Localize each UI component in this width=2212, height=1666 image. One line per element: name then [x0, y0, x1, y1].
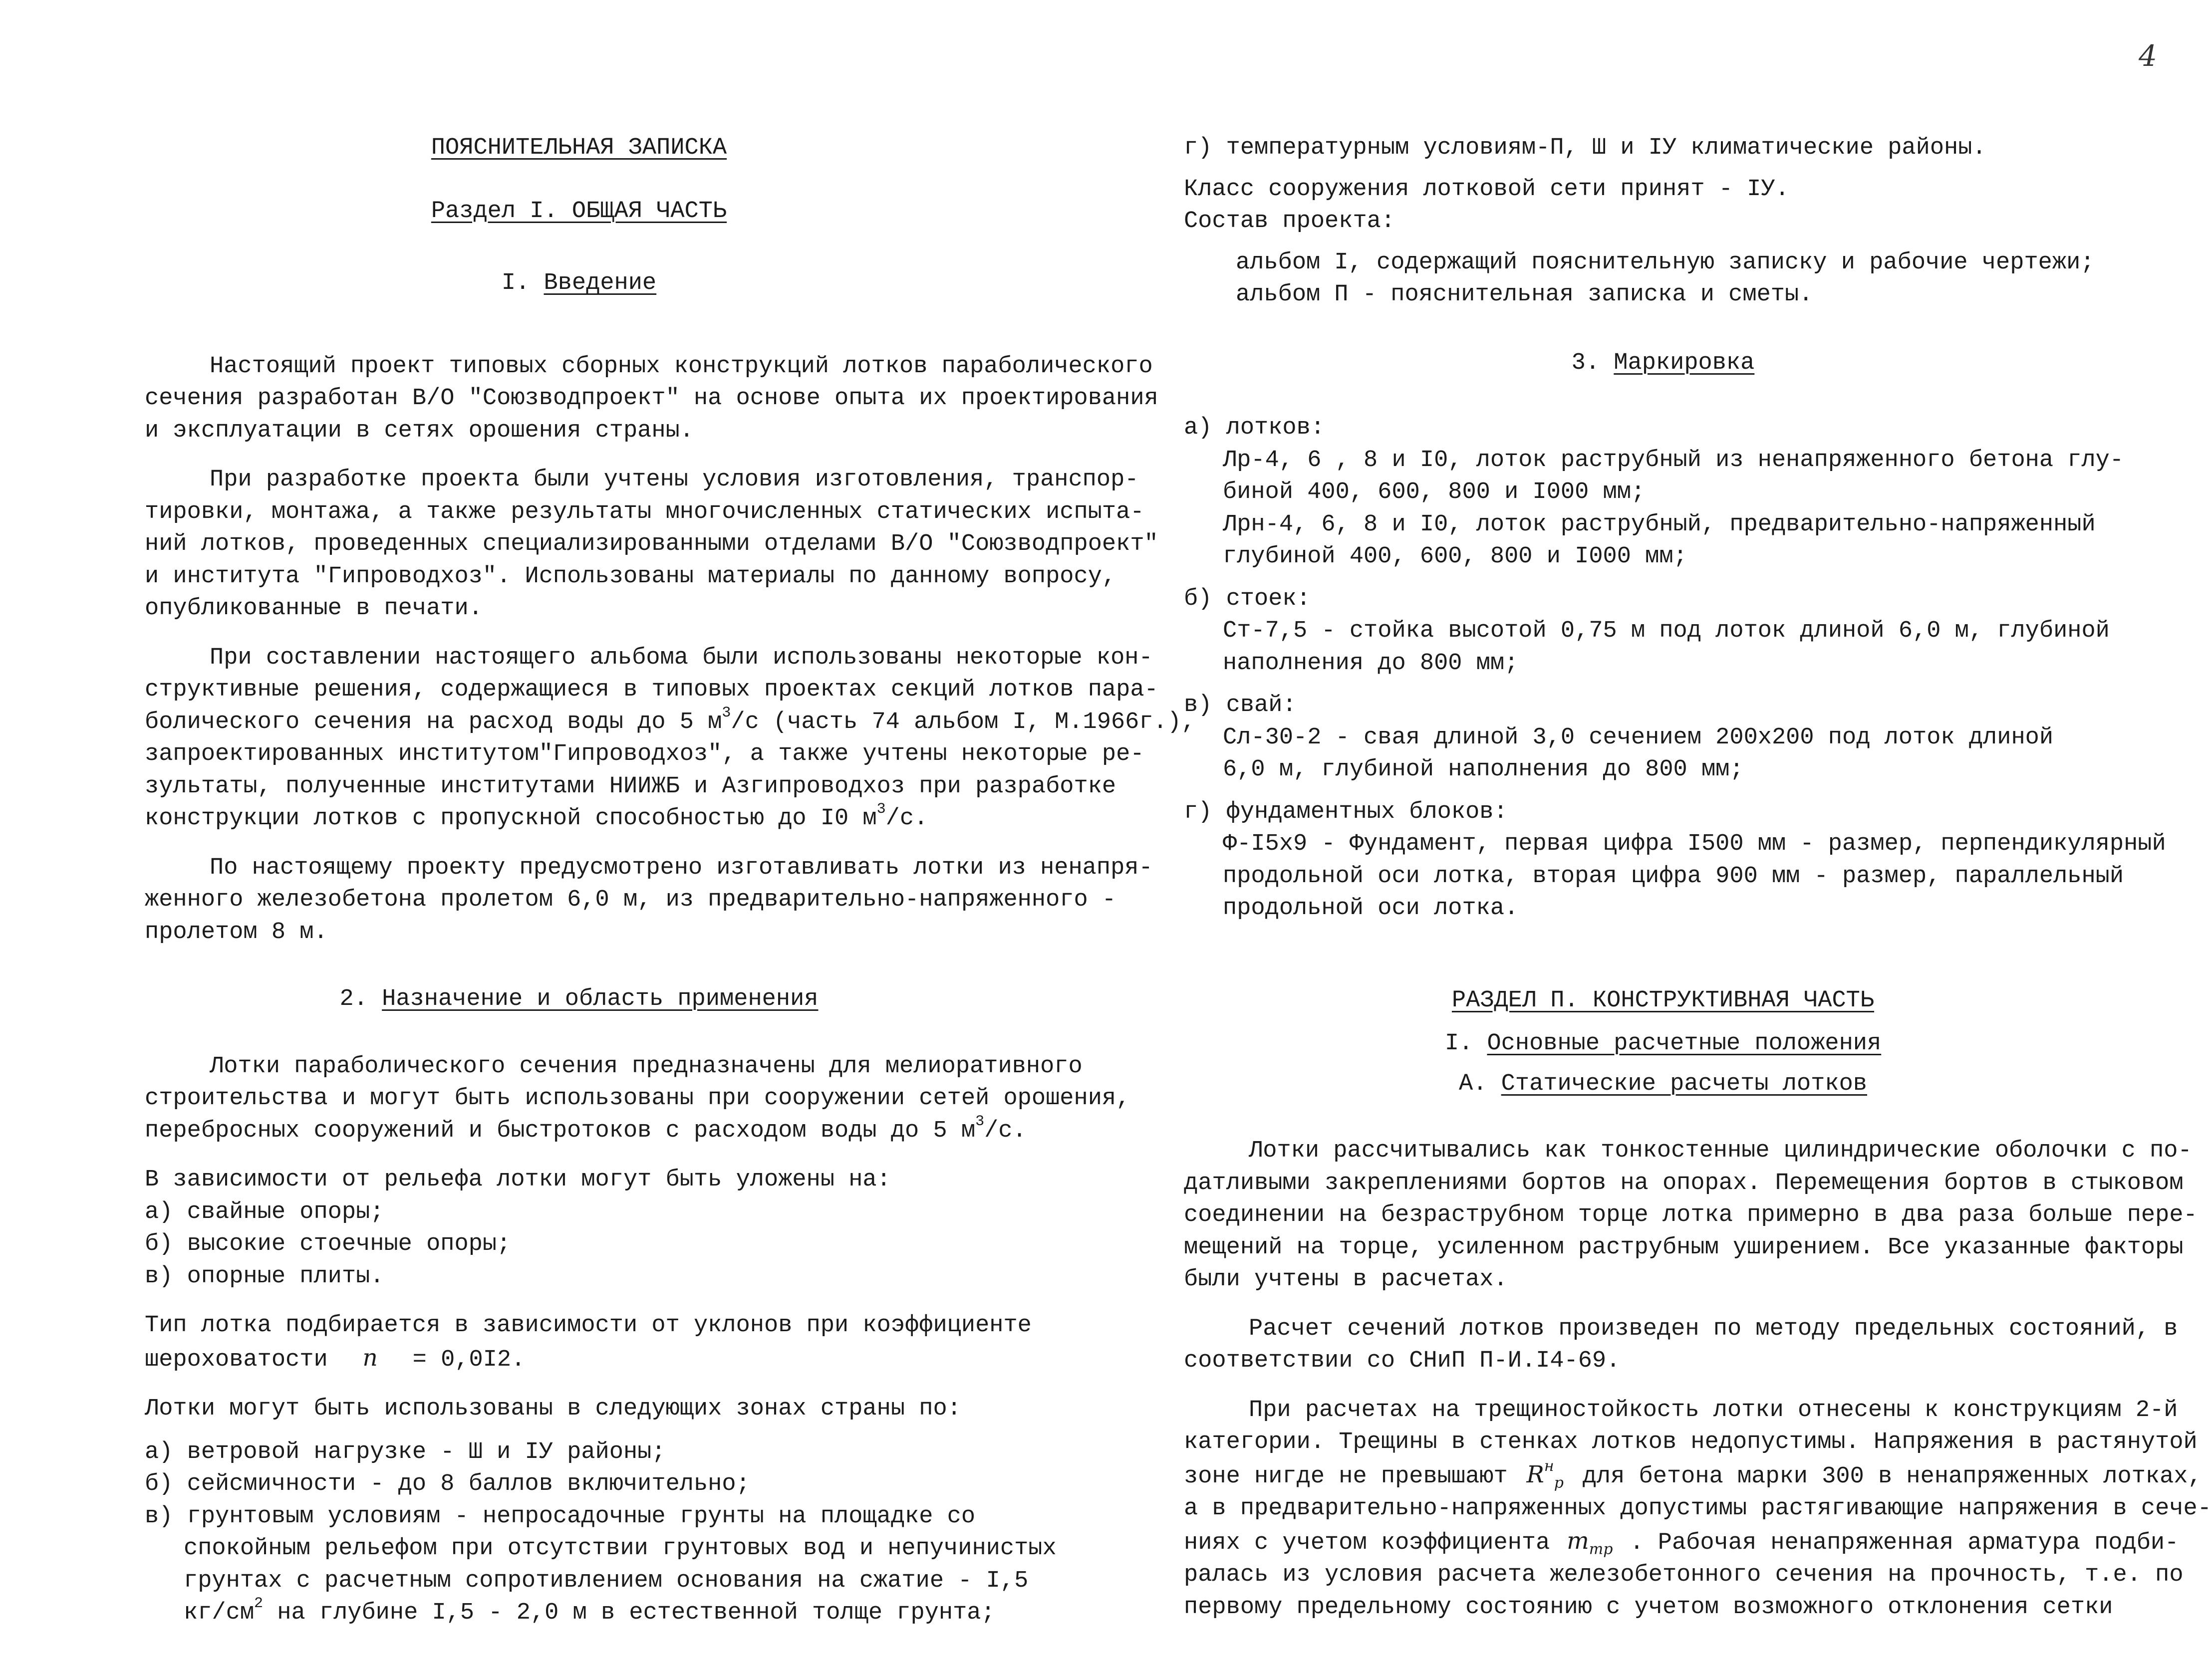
- list-item: а) свайные опоры;: [145, 1198, 384, 1225]
- list-item: в) опорные плиты.: [145, 1263, 384, 1290]
- page-number: 4: [2139, 39, 2157, 73]
- list-item: г) температурным условиям-П, Ш и IУ климатические районы.: [1184, 135, 1986, 161]
- album-list: [1184, 247, 2142, 311]
- intro-paragraph-4: По настоящему проекту предусмотрено изготавливать лотки из ненапря- женного железобетона пролетом 6,0 м, из предварительно-напряженного - пролетом 8 м.: [145, 854, 1153, 946]
- subsection-introduction: I. Введение: [501, 270, 657, 296]
- static-calc-paragraph-1: Лотки рассчитывались как тонкостенные цилиндрические оболочки с по- датливыми закреплениями бортов на опорах. Перемещения бортов в стыковом соединении на безраструбном торце лотка примерно в два раза больше пере- мещений на торце, усиленном раструбным уширением. Все указанные факторы были учтены в расчетах.: [1184, 1138, 2198, 1293]
- list-item: альбом I, содержащий пояснительную записку и рабочие чертежи;: [1236, 249, 2095, 276]
- subsection-marking: 3. Маркировка: [1571, 349, 1755, 376]
- roughness-paragraph: Тип лотка подбирается в зависимости от уклонов при коэффициенте шероховатости n = 0,0I2.: [145, 1312, 1032, 1373]
- intro-paragraph-3: При составлении настоящего альбома были использованы некоторые кон- структивные решения, содержащиеся в типовых проектах секций лотков пара- болического сечения на расход воды до 5 $м^3/с$ (часть 74 альбом I, М.1966г.), запроектированных институтом"Гипроводхоз", а также учтены некоторые ре- зультаты, полученные институтами НИИЖБ и Азгипроводхоз при разработке конструкции лотков с пропускной способностью до I0 $м^3/с$.: [145, 644, 1196, 832]
- static-calc-paragraph-2: Расчет сечений лотков произведен по методу предельных состояний, в соответствии со СНиП П-И.I4-69.: [1184, 1315, 2178, 1374]
- list-item: в) грунтовым условиям - непросадочные грунты на площадке со: [145, 1503, 976, 1530]
- document-heading: [100, 132, 1058, 165]
- subsection-calc-positions: I. Основные расчетные положения: [1444, 1030, 1882, 1057]
- support-options: В зависимости от рельефа лотки могут быть уложены на: а) свайные опоры; б) высокие стоечные опоры; в) опорные плиты.: [145, 1164, 1058, 1293]
- section-2-title: РАЗДЕЛ П. КОНСТРУКТИВНАЯ ЧАСТЬ: [1451, 987, 1875, 1014]
- static-calc-paragraph-3: При расчетах на трещиностойкость лотки отнесены к конструкциям 2-й категории. Трещины в стенках лотков недопустимы. Напряжения в растянутой зоне нигде не превышают $R^н_р$ для бетона марки 300 в ненапряженных лотках, а в предварительно-напряженных допустимы растягивающие напряжения в сече- ниях с учетом коэффициента $m_{тр}$ . Рабочая ненапряженная арматура подби- ралась из условия расчета железобетонного сечения на прочность, т.е. по первому предельному состоянию с учетом возможного отклонения сетки: [1184, 1397, 2212, 1621]
- list-item: альбом П - пояснительная записка и сметы.: [1236, 281, 1813, 308]
- purpose-paragraph: Лотки параболического сечения предназначены для мелиоративного строительства и могут быть использованы при сооружении сетей орошения, перебросных сооружений и быстротоков с расходом воды до 5 $м^3/с$.: [145, 1053, 1130, 1144]
- left-column: [145, 132, 1196, 1630]
- list-item: а) ветровой нагрузке - Ш и IУ районы;: [145, 1438, 666, 1465]
- right-column: г) температурным условиям-П, Ш и IУ климатические районы. Класс сооружения лотковой сети принят - IУ. Состав проекта: альбом I, содержащий пояснительную записку и рабочие чертежи; альбом П - пояснительная записка и сметы. 3. Маркировка а) лотков: Лр-4, 6 , 8 и I0, лоток раструбный из ненапряженного бетона глу- биной 400, 600, 800 и I000 мм; Лрн-4, 6, 8 и I0, лоток раструбный, предварительно-напряженный глубиной 400, 600, 800 и I000 мм; б) стоек: Ст-7,5 - стойка высотой 0,75 м под лоток длиной 6,0 м, глубиной наполнения до 800 мм; в) свай: Сл-30-2 - свая длиной 3,0 сечением 200х200 под лоток длиной 6,0 м, глубиной наполнения до 800 мм; г) фундаментных блоков: Ф-I5х9 - Фундамент, первая цифра I500 мм - размер, перпендикулярный продольной оси лотка, вторая цифра 900 мм - размер, параллельный продольной оси лотка. РАЗДЕЛ П. КОНСТРУКТИВНАЯ ЧАСТЬ I. Основные расчетные положения А. Статические расчеты лотков Лотки рассчитывались как тонкостенные цилиндрические оболочки с по- датливыми закреплениями бортов на опорах. Перемещения бортов в стыковом соединении на безраструбном торце лотка примерно в два раза больше пере- мещений на торце, усиленном раструбным уширением. Все указанные факторы были учтены в расчетах. Расчет сечений лотков произведен по методу предельных состояний, в соответствии со СНиП П-И.I4-69. При расчетах на трещиностойкость лотки отнесены к конструкциям 2-й категории. Трещины в стенках лотков недопустимы. Напряжения в растянутой зоне нигде не превышают $R^н_р$ для бетона марки 300 в ненапряженных лотках, а в предварительно-напряженных допустимы растягивающие напряжения в сече- ниях с учетом коэффициента $m_{тр}$ . Рабочая ненапряженная арматура подби- ралась из условия расчета железобетонного сечения на прочность, т.е. по первому предельному состоянию с учетом возможного отклонения сетки: [1184, 132, 2142, 1624]
- subsection-static-calc: А. Статические расчеты лотков: [1459, 1070, 1867, 1097]
- marking-group-v: в) свай: Сл-30-2 - свая длиной 3,0 сечением 200х200 под лоток длиной 6,0 м, глубиной наполнения до 800 мм;: [1184, 692, 2054, 783]
- heading-text: ПОЯСНИТЕЛЬНАЯ ЗАПИСКА: [431, 135, 727, 161]
- section-title: Раздел I. ОБЩАЯ ЧАСТЬ: [431, 198, 727, 225]
- list-item: б) высокие стоечные опоры;: [145, 1231, 511, 1257]
- marking-group-b: б) стоек: Ст-7,5 - стойка высотой 0,75 м под лоток длиной 6,0 м, глубиной наполнения до 800 мм;: [1184, 585, 2110, 677]
- marking-group-a: а) лотков: Лр-4, 6 , 8 и I0, лоток раструбный из ненапряженного бетона глу- биной 400, 600, 800 и I000 мм; Лрн-4, 6, 8 и I0, лоток раструбный, предварительно-напряженный глубиной 400, 600, 800 и I000 мм;: [1184, 415, 2124, 570]
- subsection-purpose: 2. Назначение и область применения: [339, 986, 819, 1012]
- intro-paragraph-1: Настоящий проект типовых сборных конструкций лотков параболического сечения разработан В/О "Союзводпроект" на основе опыта их проектирования и эксплуатации в сетях орошения страны.: [145, 353, 1158, 444]
- zones-paragraph: Лотки могут быть использованы в следующих зонах страны по: а) ветровой нагрузке - Ш и IУ районы; б) сейсмичности - до 8 баллов включительно; в) грунтовым условиям - непросадочные грунты на площадке со спокойным рельефом при отсутствии грунтовых вод и непучинистых грунтах с расчетным сопротивлением основания на сжатие - I,5 $кг/см^2$ на глубине I,5 - 2,0 м в естественной толще грунта;: [145, 1393, 1058, 1630]
- marking-group-g: г) фундаментных блоков: Ф-I5х9 - Фундамент, первая цифра I500 мм - размер, перпендикулярный продольной оси лотка, вторая цифра 900 мм - размер, параллельный продольной оси лотка.: [1184, 798, 2166, 922]
- intro-paragraph-2: При разработке проекта были учтены условия изготовления, транспор- тировки, монтажа, а также результаты многочисленных статических испыта- ний лотков, проведенных специализированными отделами В/О "Союзводпроект" и института "Гипроводхоз". Использованы материалы по данному вопросу, опубликованные в печати.: [145, 467, 1158, 622]
- list-item: б) сейсмичности - до 8 баллов включительно;: [145, 1471, 750, 1497]
